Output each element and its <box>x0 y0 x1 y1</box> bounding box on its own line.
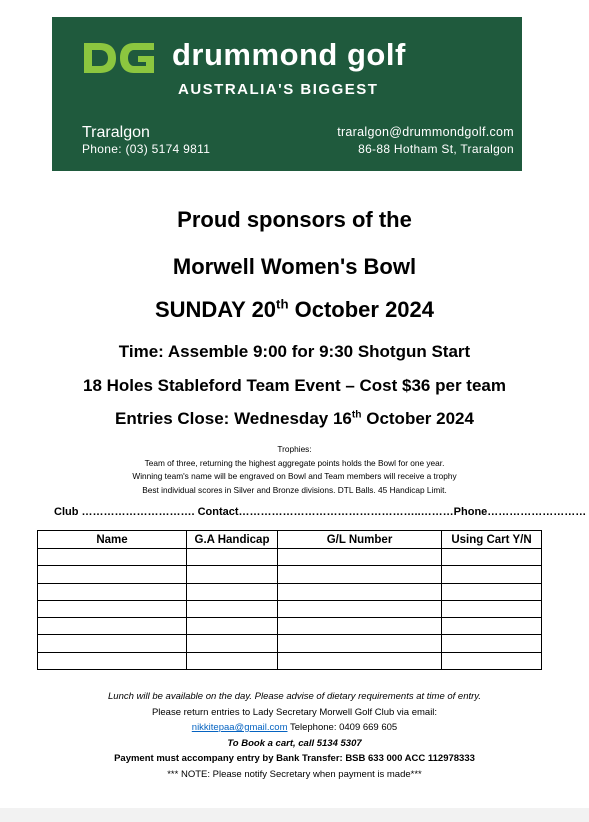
event-time: Time: Assemble 9:00 for 9:30 Shotgun Start <box>118 342 471 361</box>
cart-cell[interactable] <box>442 652 542 669</box>
payment-details: Payment must accompany entry by Bank Transfer: BSB 633 000 ACC 112978333 <box>114 753 475 764</box>
name-cell[interactable] <box>38 652 187 669</box>
gl-number-cell[interactable] <box>278 618 442 635</box>
entries-prefix: Entries Close: Wednesday 16 <box>115 409 352 428</box>
table-row <box>38 600 542 617</box>
gl-number-cell[interactable] <box>278 583 442 600</box>
contact-line <box>0 720 589 736</box>
entries-suffix: October 2024 <box>361 409 474 428</box>
brand-name: drummond golf <box>172 37 406 72</box>
store-phone: Phone: (03) 5174 9811 <box>82 142 211 156</box>
column-header-name: Name <box>38 531 187 549</box>
entries-ordinal: th <box>351 409 362 421</box>
column-header-cart: Using Cart Y/N <box>442 531 542 549</box>
name-cell[interactable] <box>38 583 187 600</box>
table-row <box>38 549 542 566</box>
table-row <box>38 635 542 652</box>
cart-cell[interactable] <box>442 635 542 652</box>
heading-event-name: Morwell Women's Bowl <box>172 254 417 279</box>
name-cell[interactable] <box>38 618 187 635</box>
gl-number-cell[interactable] <box>278 635 442 652</box>
handicap-cell[interactable] <box>187 600 278 617</box>
name-cell[interactable] <box>38 566 187 583</box>
store-name: Traralgon <box>82 124 150 141</box>
club-contact-phone-fields[interactable]: Club …………………………. Contact…………………………………………..………Phone……………………… <box>54 506 587 518</box>
table-row <box>38 583 542 600</box>
trophies-section <box>0 443 589 497</box>
trophies-line: Team of three, returning the highest aggregate points holds the Bowl for one year. <box>144 457 445 468</box>
date-prefix: SUNDAY 20 <box>154 297 277 322</box>
drummond-golf-logo-icon <box>82 41 156 75</box>
secretary-telephone: Telephone: 0409 669 605 <box>287 722 398 733</box>
cart-cell[interactable] <box>442 618 542 635</box>
handicap-cell[interactable] <box>187 652 278 669</box>
handicap-cell[interactable] <box>187 583 278 600</box>
store-email: traralgon@drummondgolf.com <box>337 125 514 139</box>
cart-cell[interactable] <box>442 583 542 600</box>
gl-number-cell[interactable] <box>278 566 442 583</box>
trophies-line: Winning team's name will be engraved on Bowl and Team members will receive a trophy <box>132 471 457 481</box>
brand-tagline: AUSTRALIA'S BIGGEST <box>178 81 379 98</box>
cart-cell[interactable] <box>442 600 542 617</box>
heading-sponsors: Proud sponsors of the <box>177 207 412 232</box>
entry-table <box>37 530 542 670</box>
column-header-gl-number: G/L Number <box>278 531 442 549</box>
cart-cell[interactable] <box>442 566 542 583</box>
table-row <box>38 566 542 583</box>
gl-number-cell[interactable] <box>278 549 442 566</box>
table-row <box>38 618 542 635</box>
table-row <box>38 652 542 669</box>
name-cell[interactable] <box>38 549 187 566</box>
page-bottom-strip <box>0 808 589 822</box>
cart-cell[interactable] <box>442 549 542 566</box>
trophies-title: Trophies: <box>277 444 312 454</box>
lunch-note: Lunch will be available on the day. Please advise of dietary requirements at time of entry. <box>108 691 481 702</box>
column-header-handicap: G.A Handicap <box>187 531 278 549</box>
return-instructions: Please return entries to Lady Secretary Morwell Golf Club via email: <box>151 706 438 718</box>
table-header-row <box>38 531 542 549</box>
name-cell[interactable] <box>38 600 187 617</box>
trophies-line: Best individual scores in Silver and Bronze divisions. DTL Balls. 45 Handicap Limit. <box>142 484 447 495</box>
cart-booking: To Book a cart, call 5134 5307 <box>227 737 362 749</box>
handicap-cell[interactable] <box>187 635 278 652</box>
gl-number-cell[interactable] <box>278 600 442 617</box>
entries-close <box>0 409 589 429</box>
handicap-cell[interactable] <box>187 618 278 635</box>
date-suffix: October 2024 <box>288 297 435 322</box>
store-address: 86-88 Hotham St, Traralgon <box>358 142 514 156</box>
sponsor-banner <box>52 17 522 171</box>
payment-note: *** NOTE: Please notify Secretary when payment is made*** <box>167 768 422 780</box>
gl-number-cell[interactable] <box>278 652 442 669</box>
event-format: 18 Holes Stableford Team Event – Cost $36 per team <box>83 376 506 395</box>
secretary-email-link[interactable]: nikkitepaa@gmail.com <box>191 722 288 733</box>
heading-event-date <box>0 297 589 323</box>
footer-info <box>0 689 589 782</box>
handicap-cell[interactable] <box>187 549 278 566</box>
name-cell[interactable] <box>38 635 187 652</box>
handicap-cell[interactable] <box>187 566 278 583</box>
date-ordinal: th <box>276 296 289 312</box>
